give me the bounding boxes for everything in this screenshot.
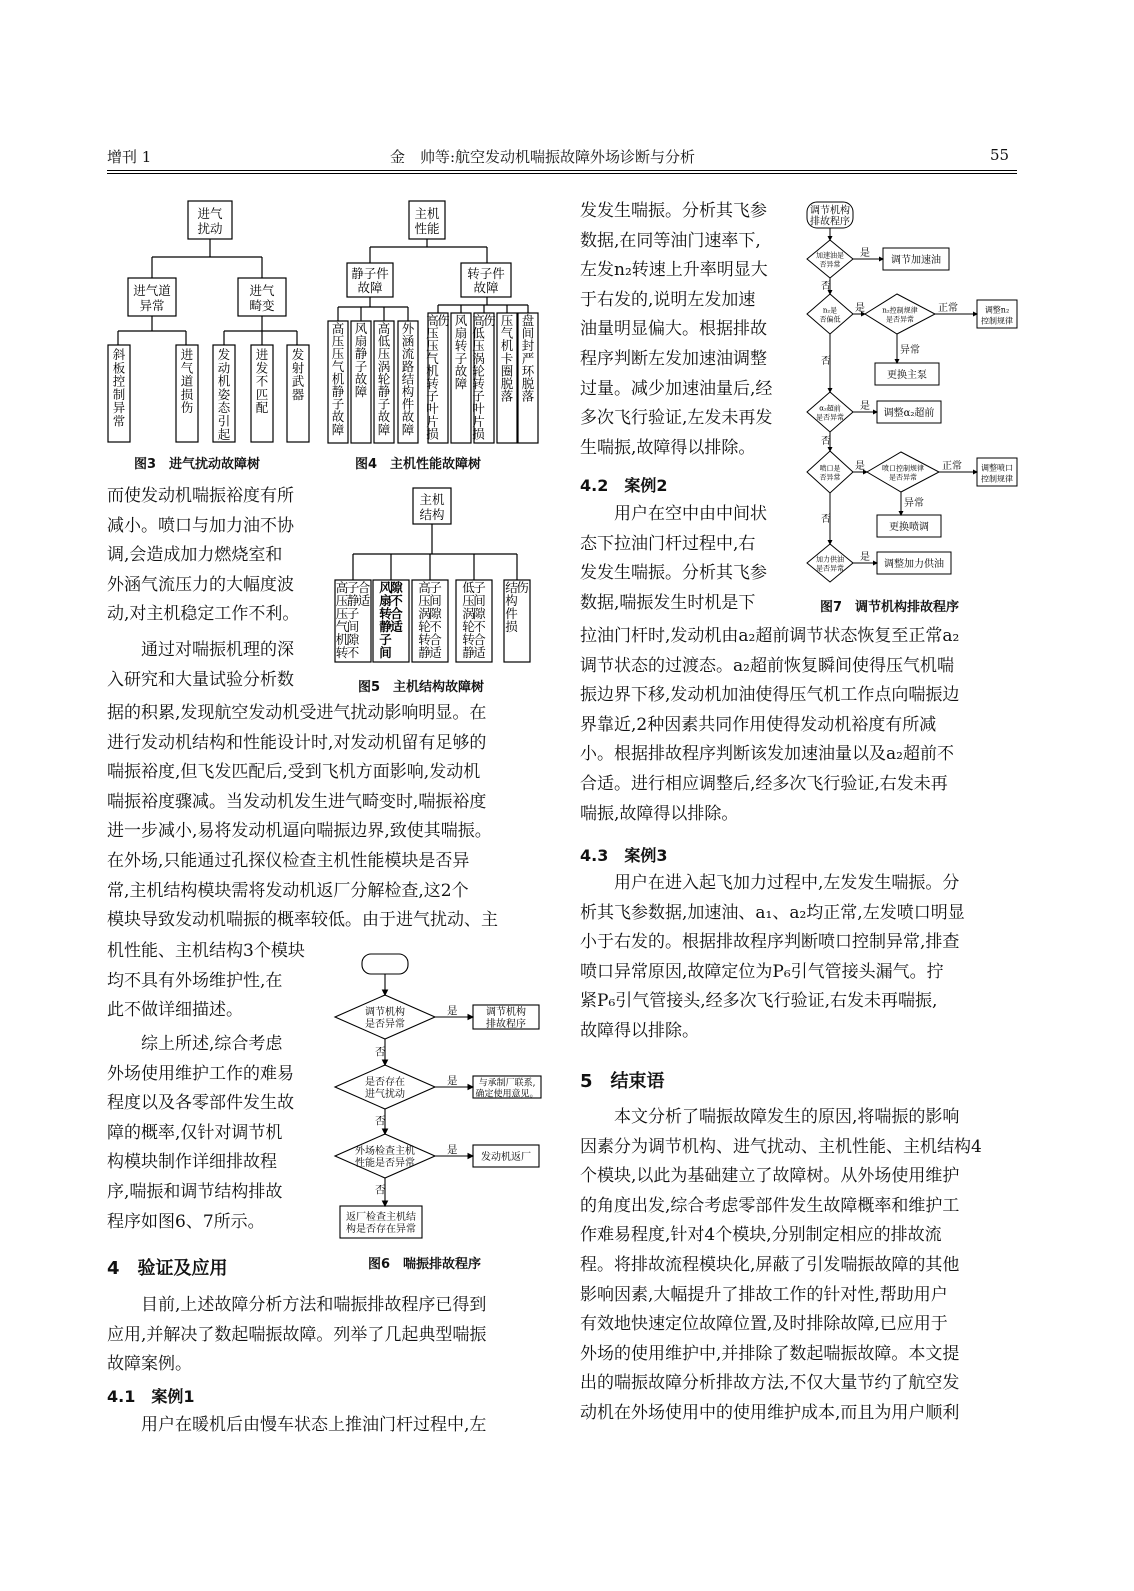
- left-paragraph-3: 据的积累,发现航空发动机受进气扰动影响明显。在 进行发动机结构和性能设计时,对发动机留有足够的 喘振裕度,但飞发匹配后,受到飞机方面影响,发动机 喘振裕度骤减。当发动机发生进气畸变时,喘振裕度 进一步减小,易将发动机逼向喘振边界,致使其喘振。 在外场,只能通过孔探仪检查主机性能模块是否异 常,主机结构模块需将发动机返厂分解检查,这2个 模块导致发动机喘振的概率较低。由于进气扰动、主: [107, 703, 498, 931]
- subsection-4-2-heading: 4.2 案例2: [580, 476, 668, 495]
- fig7-action-5: 调整加力供油: [884, 558, 944, 570]
- case-1-paragraph-start: 用户在暖机后由慢车状态上推油门杆过程中,左: [141, 1415, 487, 1435]
- fig7-decision-5: 加力供油是否异常: [816, 555, 844, 573]
- fig3-leaf-label: 进发不匹配: [255, 347, 269, 416]
- fig7-action-2: 调整n₂ 控制规律: [981, 305, 1013, 326]
- conclusion-paragraph: 本文分析了喘振故障发生的原因,将喘振的影响 因素分为调节机构、进气扰动、主机性能、主机结构4 个模块,以此为基础建立了故障树。从外场使用维护 的角度出发,综合考虑零部件发生故障概率和维护工 作难易程度,针对4个模块,分别制定相应的排故流 程。将排故流程模块化,屏蔽了引发喘振故障的其他 影响因素,大幅提升了排故工作的针对性,帮助用户 有效地快速定位故障位置,及时排除故障,已应用于 外场的使用维护中,并排除了数起喘振故障。本文提 出的喘振故障分析排故方法,不仅大量节约了航空发 动机在外场使用中的使用维护成本,而且为用户顺利: [580, 1107, 982, 1423]
- fig7-normal-label: 正常: [942, 461, 962, 472]
- case-2-paragraph-cont: 拉油门杆时,发动机由a₂超前调节状态恢复至正常a₂ 调节状态的过渡态。a₂超前恢复瞬间使得压气机喘 振边界下移,发动机加油使得压气机工作点向喘振边 界靠近,2种因素共同作用使得发动机裕度有所减 小。根据排故程序判断该发加速油量以及a₂超前不 合适。进行相应调整后,经多次飞行验证,右发未再 喘振,故障得以排除。: [580, 626, 960, 824]
- section-4-paragraph: 目前,上述故障分析方法和喘振排故程序已得到 应用,并解决了数起喘振故障。列举了几起典型喘振 故障案例。: [107, 1295, 487, 1375]
- fig7-no-label: 否: [821, 281, 831, 292]
- running-title: 金 帅等:航空发动机喘振故障外场诊断与分析: [390, 148, 696, 166]
- figure-3-caption: 图3 进气扰动故障树: [134, 457, 261, 472]
- fig6-no-label: 否: [375, 1046, 386, 1058]
- fig7-decision-2b: n₂控制规律是否异常: [882, 306, 918, 324]
- fig3-mid-label: 进气道异常: [133, 282, 171, 313]
- fig6-decision-1: 调节机构是否异常: [365, 1007, 405, 1031]
- fig4-leaf-label: 高压压气机转子叶片损伤: [426, 313, 450, 442]
- page-number: 55: [990, 146, 1010, 164]
- fig7-no-label: 否: [821, 356, 831, 367]
- fig7-decision-1: 加速油是否异常: [816, 251, 844, 269]
- fig4-leaf-label: 盘间封严环脱落: [521, 313, 535, 404]
- fig7-replace-2: 更换主泵: [887, 369, 927, 381]
- fig6-yes-label: 是: [447, 1144, 458, 1156]
- fig7-decision-2: n₂是否偏低: [819, 306, 841, 324]
- fig4-leaf-label: 外涵流路结构件故障: [401, 321, 415, 437]
- fig4-leaf-label: 高低压涡轮静子故障: [377, 321, 391, 437]
- fig5-leaf-label: 结构件损伤: [505, 580, 529, 634]
- figure-3-fault-tree: [100, 195, 325, 450]
- figure-5-fault-tree: [325, 482, 550, 677]
- fig5-root-label: 主机结构: [419, 491, 445, 522]
- fig4-leaf-label: 风扇转子故障: [454, 313, 468, 391]
- fig6-yes-label: 是: [447, 1005, 458, 1017]
- left-paragraph-1: 而使发动机喘振裕度有所 减小。喷口与加力油不协 调,会造成加力燃烧室和 外涵气流压力的大幅度波 动,对主机稳定工作不利。: [107, 486, 300, 625]
- section-4-heading: 4 验证及应用: [107, 1258, 228, 1279]
- left-paragraph-5: 综上所述,综合考虑 外场使用维护工作的难易 程度以及各零部件发生故 障的概率,仅针对调节机 构模块制作详细排故程 序,喘振和调节结构排故 程序如图6、7所示。: [107, 1034, 294, 1232]
- fig7-decision-4: 喷口是否异常: [819, 464, 841, 482]
- fig4-leaf-label: 高压压气机静子故障: [331, 321, 345, 437]
- fig6-decision-2: 是否存在进气扰动: [365, 1077, 405, 1101]
- figure-7-flowchart: [805, 196, 1020, 588]
- fig7-yes-label: 是: [860, 401, 870, 412]
- fig7-yes-label: 是: [860, 248, 870, 259]
- case-2-paragraph-start: 用户在空中由中间状 态下拉油门杆过程中,右 发发生喘振。分析其飞参 数据,喘振发生时机是下: [580, 504, 767, 613]
- fig4-leaf-label: 高低压涡轮转子叶片损伤: [472, 313, 496, 442]
- fig7-replace-4: 更换喷调: [889, 521, 929, 533]
- fig7-no-label: 否: [821, 436, 831, 447]
- fig7-abnormal-label: 异常: [900, 345, 920, 356]
- fig7-action-3: 调整α₂超前: [883, 407, 935, 419]
- fig6-yes-label: 是: [447, 1075, 458, 1087]
- fig3-leaf-label: 进气道损伤: [180, 347, 194, 416]
- figure-7-caption: 图7 调节机构排故程序: [820, 600, 960, 615]
- figure-4-caption: 图4 主机性能故障树: [355, 457, 482, 472]
- fig4-root-label: 主机性能: [414, 205, 440, 236]
- fig6-action-3: 发动机返厂: [481, 1152, 531, 1164]
- figure-6-caption: 图6 喘振排故程序: [368, 1257, 482, 1272]
- fig7-yes-label: 是: [855, 461, 865, 472]
- left-paragraph-2: 通过对喘振机理的深 入研究和大量试验分析数: [107, 640, 294, 690]
- fig3-leaf-label: 发动机姿态引起: [217, 347, 231, 442]
- fig3-mid-label: 进气畸变: [249, 282, 275, 313]
- case-3-paragraph: 用户在进入起飞加力过程中,左发发生喘振。分 析其飞参数据,加速油、a₁、a₂均正常,左发喷口明显 小于右发的。根据排故程序判断喷口控制异常,排查 喷口异常原因,故障定位为P₆引气管接头漏气。拧 紧P₆引气管接头,经多次飞行验证,右发未再喘振, 故障得以排除。: [580, 873, 965, 1041]
- fig3-leaf-label: 发射武器: [291, 347, 305, 402]
- fig7-action-4: 调整喷口控制规律: [981, 463, 1013, 484]
- journal-issue: 增刊 1: [107, 148, 152, 166]
- header-rule-2: [107, 173, 1017, 174]
- left-paragraph-4: 机性能、主机结构3个模块 均不具有外场维护性,在 此不做详细描述。: [107, 941, 305, 1021]
- figure-4-fault-tree: [325, 195, 550, 450]
- fig3-leaf-label: 斜板控制异常: [112, 347, 126, 429]
- fig5-leaf-label: 低压涡轮转静子间隙不合适: [462, 580, 486, 660]
- fig7-abnormal-label: 异常: [904, 498, 924, 509]
- subsection-4-3-heading: 4.3 案例3: [580, 846, 668, 865]
- fig7-action-1: 调节加速油: [891, 254, 941, 266]
- fig4-mid-label: 静子件故障: [351, 265, 389, 295]
- fig6-action-1: 调节机构排故程序: [486, 1007, 526, 1031]
- figure-5-caption: 图5 主机结构故障树: [358, 680, 485, 695]
- header-rule: [107, 170, 1017, 171]
- fig7-no-label: 否: [821, 514, 831, 525]
- fig5-leaf-label: 高压涡轮转静子间隙不合适: [418, 580, 442, 660]
- fig6-decision-3: 外场检查主机性能是否异常: [355, 1146, 415, 1170]
- fig5-leaf-label: 高压压气机转子静子间隙不合适: [335, 580, 371, 660]
- fig6-action-2: 与承制厂联系,确定使用意见。: [475, 1078, 539, 1100]
- fig7-normal-label: 正常: [938, 303, 958, 314]
- fig3-root-label: 进气扰动: [197, 205, 223, 236]
- fig7-start-label: 调节机构排故程序: [810, 205, 850, 228]
- fig7-yes-label: 是: [860, 552, 870, 563]
- fig6-no-label: 否: [375, 1184, 386, 1196]
- fig4-leaf-label: 压气机卡圈脱落: [500, 313, 514, 404]
- subsection-4-1-heading: 4.1 案例1: [107, 1387, 195, 1406]
- fig5-leaf-label: 风扇转静子间隙不合适: [379, 580, 403, 660]
- fig6-end-box: 返厂检查主机结构是否存在异常: [346, 1212, 416, 1236]
- fig7-decision-4b: 喷口控制规律是否异常: [882, 464, 924, 482]
- figure-6-flowchart: [330, 950, 550, 1250]
- fig6-no-label: 否: [375, 1115, 386, 1127]
- fig4-leaf-label: 风扇静子故障: [354, 321, 368, 399]
- fig7-decision-3: α₂超前是否异常: [816, 404, 844, 422]
- fig4-mid-label: 转子件故障: [467, 265, 505, 295]
- section-5-heading: 5 结束语: [580, 1071, 665, 1092]
- fig7-yes-label: 是: [855, 303, 865, 314]
- case-1-paragraph-cont: 发发生喘振。分析其飞参 数据,在同等油门速率下, 左发n₂转速上升率明显大 于右发的,说明左发加速 油量明显偏大。根据排故 程序判断左发加速油调整 过量。减少加速油量后,经 多次飞行验证,左发未再发 生喘振,故障得以排除。: [580, 201, 773, 458]
